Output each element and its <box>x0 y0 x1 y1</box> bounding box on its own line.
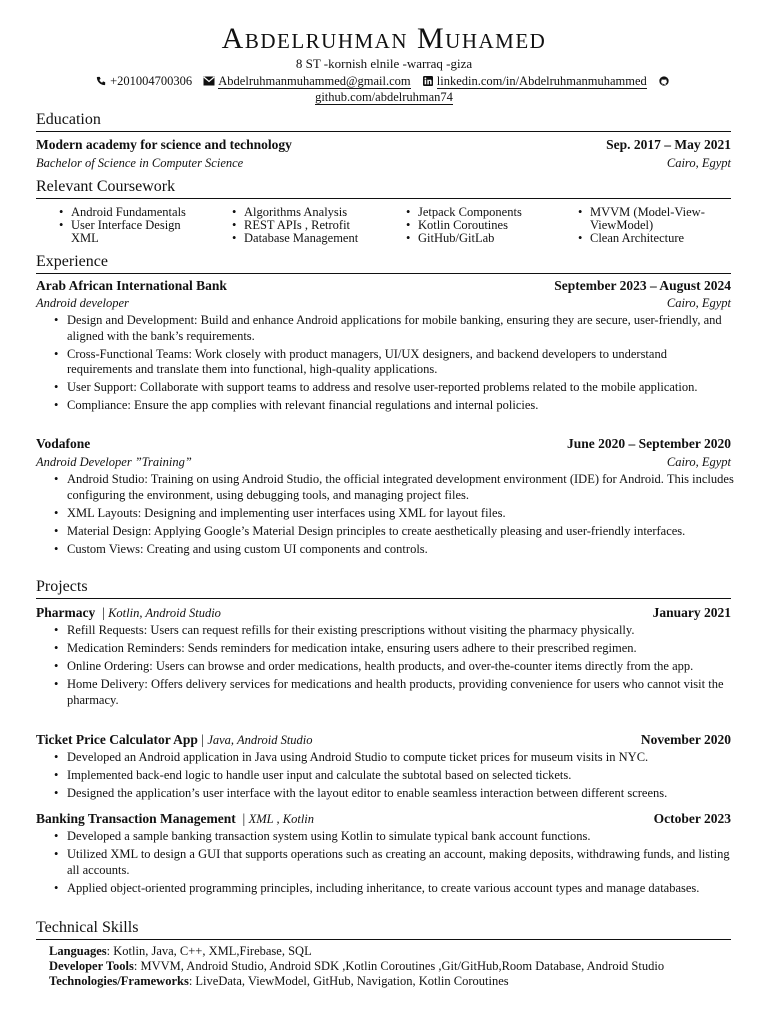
job-role: Android Developer ”Training” <box>36 455 192 469</box>
job-bullets <box>54 472 734 560</box>
section-projects: Projects <box>36 577 731 599</box>
project-tech: XML , Kotlin <box>248 812 315 826</box>
project-title-line: Pharmacy | Kotlin, Android Studio <box>36 605 221 620</box>
list-item: • Home Delivery: Offers delivery services for medications and health products, providing convenience for users who cannot visit the pharmacy. <box>54 677 734 708</box>
contact-line <box>0 73 768 105</box>
list-item: • Cross-Functional Teams: Work closely with product managers, UI/UX designers, and backend developers to understand requirements and translate them into functional, high-quality applications. <box>54 347 734 378</box>
list-item: • Custom Views: Creating and using custom UI components and controls. <box>54 542 734 558</box>
skills-block <box>49 944 739 989</box>
github-icon <box>658 76 670 86</box>
linkedin-link[interactable]: linkedin.com/in/Abdelruhmanmuhammed <box>436 74 647 88</box>
coursework-col-3 <box>406 206 566 245</box>
list-item: • Implemented back-end logic to handle user input and calculate the subtotal based on selected tickets. <box>54 768 734 784</box>
list-item: • Applied object-oriented programming principles, including inheritance, to create various account types and manage databases. <box>54 881 734 897</box>
skills-tools <box>49 959 739 974</box>
resume-name: Abdelruhman Muhamed <box>221 22 547 55</box>
list-item: • Online Ordering: Users can browse and order medications, health products, and over-the-counter items directly from the app. <box>54 659 734 675</box>
section-skills: Technical Skills <box>36 918 731 940</box>
project-date: January 2021 <box>652 605 731 620</box>
list-item: • Designed the application’s user interface with the layout editor to enable seamless interaction between different screens. <box>54 786 734 802</box>
course-item: • REST APIs , Retrofit <box>232 219 392 232</box>
course-item: • MVVM (Model-View-ViewModel) <box>578 206 728 232</box>
linkedin-contact[interactable] <box>422 73 647 89</box>
job-dates: September 2023 – August 2024 <box>554 278 731 293</box>
project-bullets <box>54 623 734 711</box>
job-location: Cairo, Egypt <box>666 455 731 469</box>
github-icon-wrap[interactable] <box>658 73 673 89</box>
course-item: • GitHub/GitLab <box>406 232 566 245</box>
job-location: Cairo, Egypt <box>666 296 731 310</box>
course-item: • Kotlin Coroutines <box>406 219 566 232</box>
skills-value: : LiveData, ViewModel, GitHub, Navigation, Kotlin Coroutines <box>188 974 509 988</box>
list-item: • Utilized XML to design a GUI that supports operations such as creating an account, making deposits, withdrawing funds, and listing all accounts. <box>54 847 734 878</box>
company-name: Arab African International Bank <box>36 278 227 293</box>
email-contact[interactable] <box>203 73 410 89</box>
company-name: Vodafone <box>36 436 91 451</box>
project-bullets <box>54 750 734 804</box>
email-link[interactable]: Abdelruhmanmuhammed@gmail.com <box>218 74 411 88</box>
skills-label: Technologies/Frameworks <box>49 974 189 988</box>
course-item: • Clean Architecture <box>578 232 728 245</box>
section-coursework: Relevant Coursework <box>36 177 731 199</box>
job-bullets <box>54 313 734 416</box>
skills-value: : MVVM, Android Studio, Android SDK ,Kotlin Coroutines ,Git/GitHub,Room Database, Android Studio <box>133 959 665 973</box>
skills-label: Developer Tools <box>49 959 134 973</box>
project-title: Ticket Price Calculator App <box>36 732 198 747</box>
course-item: • Jetpack Components <box>406 206 566 219</box>
project-tech: Kotlin, Android Studio <box>108 606 221 620</box>
project-date: November 2020 <box>640 732 731 747</box>
list-item: • Developed an Android application in Java using Android Studio to compute ticket prices for museum visits in NYC. <box>54 750 734 766</box>
list-item: • User Support: Collaborate with support teams to address and resolve user-reported problems related to the mobile application. <box>54 380 734 396</box>
list-item: • Design and Development: Build and enhance Android applications for mobile banking, ensuring they are secure, user-friendly, and aligned with the bank’s requirements. <box>54 313 734 344</box>
list-item: • Medication Reminders: Sends reminders for medication intake, ensuring users adhere to their prescribed regimen. <box>54 641 734 657</box>
list-item: • Compliance: Ensure the app complies with relevant financial regulations and internal policies. <box>54 398 734 414</box>
school-name: Modern academy for science and technology <box>36 137 292 152</box>
job-dates: June 2020 – September 2020 <box>567 436 731 451</box>
job-role: Android developer <box>36 296 129 310</box>
section-education: Education <box>36 110 731 132</box>
skills-languages <box>49 944 739 959</box>
list-item: • Developed a sample banking transaction system using Kotlin to simulate typical bank account functions. <box>54 829 734 845</box>
section-experience: Experience <box>36 252 731 274</box>
project-title-line: Ticket Price Calculator App | Java, Android Studio <box>36 732 313 747</box>
project-title: Banking Transaction Management <box>36 811 236 826</box>
degree: Bachelor of Science in Computer Science <box>36 156 244 170</box>
skills-frameworks <box>49 974 739 989</box>
github-contact[interactable] <box>0 89 768 105</box>
course-item: • Database Management <box>232 232 392 245</box>
course-item: • User Interface Design XML <box>59 219 209 245</box>
project-date: October 2023 <box>653 811 731 826</box>
list-item: • XML Layouts: Designing and implementing user interfaces using XML for layout files. <box>54 506 734 522</box>
address: 8 ST -kornish elnile -warraq -giza <box>295 56 473 71</box>
skills-label: Languages <box>49 944 107 958</box>
phone-icon <box>95 76 107 86</box>
education-location: Cairo, Egypt <box>666 156 731 170</box>
skills-value: : Kotlin, Java, C++, XML,Firebase, SQL <box>106 944 312 958</box>
linkedin-icon <box>422 76 434 86</box>
phone-contact[interactable] <box>95 73 192 89</box>
list-item: • Material Design: Applying Google’s Material Design principles to create aesthetically pleasing and user-friendly interfaces. <box>54 524 734 540</box>
coursework-col-4 <box>578 206 728 245</box>
list-item: • Android Studio: Training on using Android Studio, the official integrated development environment (IDE) for Android. This includes configuring the environment, using debugging tools, and managing project files. <box>54 472 734 503</box>
education-dates: Sep. 2017 – May 2021 <box>606 137 731 152</box>
envelope-icon <box>203 76 215 86</box>
coursework-col-2 <box>232 206 392 245</box>
project-tech: Java, Android Studio <box>207 733 313 747</box>
coursework-col-1 <box>59 206 209 245</box>
course-item: • Algorithms Analysis <box>232 206 392 219</box>
list-item: • Refill Requests: Users can request refills for their existing prescriptions without visiting the pharmacy physically. <box>54 623 734 639</box>
project-bullets <box>54 829 734 899</box>
project-title: Pharmacy <box>36 605 96 620</box>
github-link[interactable]: github.com/abdelruhman74 <box>315 90 453 104</box>
project-title-line: Banking Transaction Management | XML , Kotlin <box>36 811 315 826</box>
course-item: • Android Fundamentals <box>59 206 209 219</box>
phone-number: +201004700306 <box>110 74 193 88</box>
